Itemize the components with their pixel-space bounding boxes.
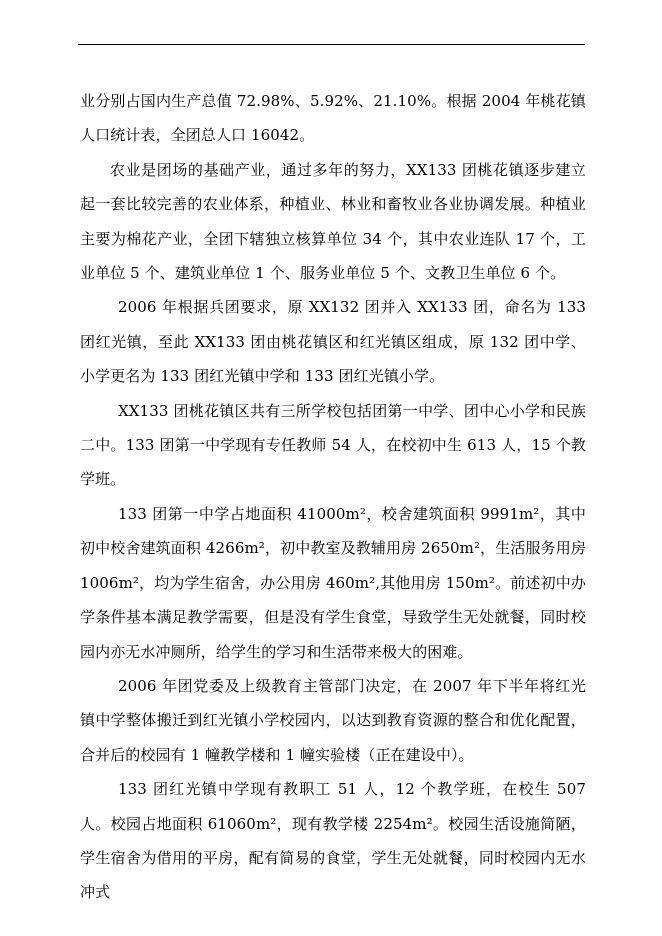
header-rule: [78, 44, 585, 45]
paragraph-first-middle-school: 133 团第一中学占地面积 41000m²，校舍建筑面积 9991m²，其中初中校舍建筑面积 4266m²，初中教室及教辅用房 2650m²，生活服务用房 1006m²，均为学生宿舍，办公用房 460m²,其他用房 150m²。前述初中办学条件基本满足教学需要，但是没有学生食堂，导致学生无处就餐，同时校园内亦无水冲厕所，给学生的学习和生活带来极大的困难。: [80, 504, 586, 661]
paragraph-hongguang-middle-school: 133 团红光镇中学现有教职工 51 人，12 个教学班，在校生 507 人。校园占地面积 61060m²，现有教学楼 2254m²。校园生活设施简陋，学生宿舍为借用的平房，配有简易的食堂，学生无处就餐，同时校园内无水冲式: [80, 780, 586, 902]
paragraph-schools: XX133 团桃花镇区共有三所学校包括团第一中学、团中心小学和民族二中。133 团第一中学现有专任教师 54 人，在校初中生 613 人，15 个教学班。: [80, 401, 586, 489]
paragraph-agriculture: 农业是团场的基础产业，通过多年的努力，XX133 团桃花镇逐步建立起一套比较完善的农业体系，种植业、林业和畜牧业各业协调发展。种植业主要为棉花产业，全团下辖独立核算单位 34 个，其中农业连队 17 个，工业单位 5 个、建筑业单位 1 个、服务业单位 5 个、文教卫生单位 6 个。: [80, 160, 586, 283]
paragraph-relocation-decision: 2006 年团党委及上级教育主管部门决定，在 2007 年下半年将红光镇中学整体搬迁到红光镇小学校园内，以达到教育资源的整合和优化配置，合并后的校园有 1 幢教学楼和 1 幢实验楼（正在建设中）。: [80, 676, 586, 764]
document-body: [80, 84, 586, 910]
paragraph-merger: 2006 年根据兵团要求，原 XX132 团并入 XX133 团，命名为 133 团红光镇，至此 XX133 团由桃花镇区和红光镇区组成，原 132 团中学、小学更名为 133 团红光镇中学和 133 团红光镇小学。: [80, 298, 586, 386]
paragraph-population: 业分别占国内生产总值 72.98%、5.92%、21.10%。根据 2004 年桃花镇人口统计表，全团总人口 16042。: [80, 92, 586, 145]
